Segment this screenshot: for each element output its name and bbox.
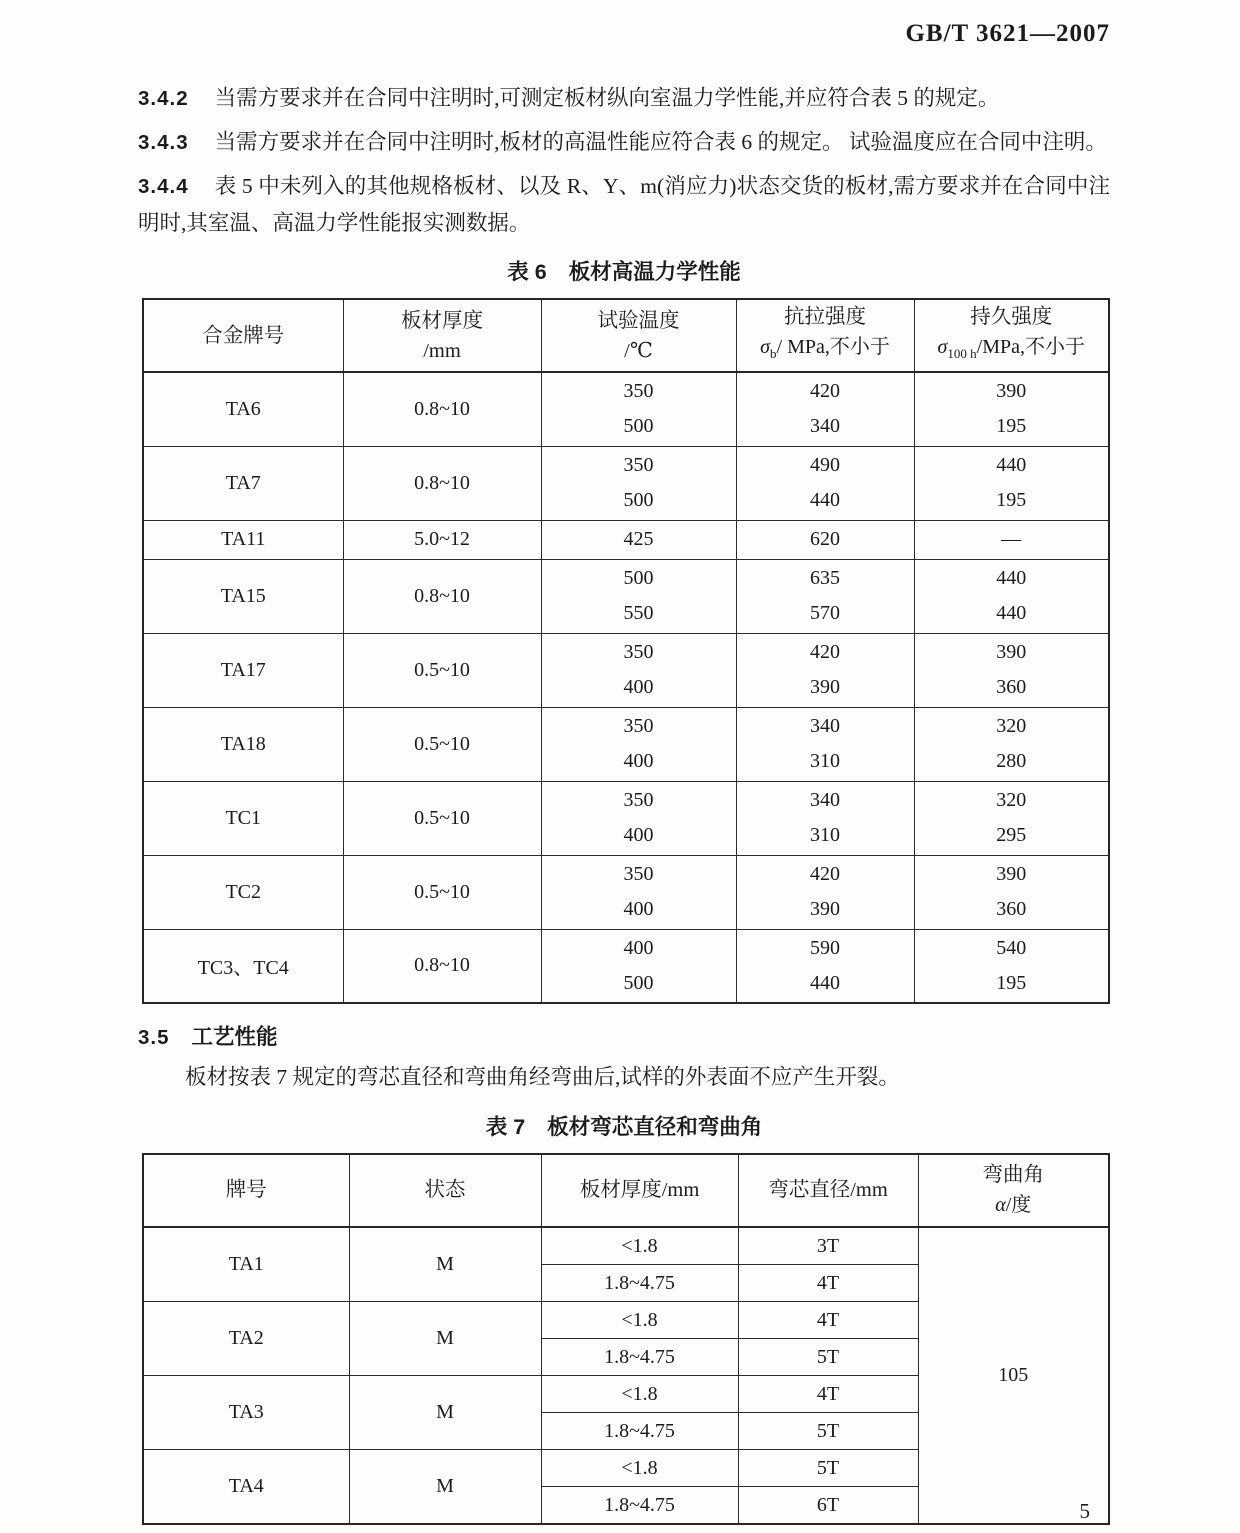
alloy-grade-cell: TC1: [143, 781, 343, 855]
clause-text: 当需方要求并在合同中注明时,可测定板材纵向室温力学性能,并应符合表 5 的规定。: [214, 86, 1000, 110]
temperature-cell: 350 500: [541, 372, 736, 446]
table6-caption: 板材高温力学性能: [568, 260, 741, 285]
grade-cell: TA3: [143, 1375, 349, 1449]
table-row-ta11: [143, 520, 1109, 559]
table-row-tc2: [143, 855, 1109, 929]
diameter-cell: 4T: [738, 1264, 918, 1301]
endurance-cell: —: [914, 520, 1109, 559]
endurance-cell: 320 295: [914, 781, 1109, 855]
clause-3-4-3: [138, 124, 1110, 161]
table-row-tc3-tc4: [143, 929, 1109, 1003]
endurance-cell: 390 360: [914, 633, 1109, 707]
standard-number-header: GB/T 3621—2007: [905, 20, 1110, 47]
thickness-cell: 0.8~10: [343, 446, 541, 520]
table7-header-row: [143, 1154, 1109, 1227]
thickness-cell: 1.8~4.75: [541, 1412, 738, 1449]
temperature-cell: 350 500: [541, 446, 736, 520]
thickness-cell: 0.5~10: [343, 633, 541, 707]
tensile-cell: 420 340: [736, 372, 914, 446]
thickness-cell: <1.8: [541, 1227, 738, 1265]
table7-bend-test: [142, 1153, 1110, 1525]
diameter-cell: 6T: [738, 1486, 918, 1524]
tensile-cell: 340 310: [736, 707, 914, 781]
clause-number: 3.4.2: [138, 87, 189, 110]
diameter-cell: 3T: [738, 1227, 918, 1265]
col-test-temperature: 试验温度 /℃: [541, 299, 736, 372]
tensile-cell: 340 310: [736, 781, 914, 855]
alloy-grade-cell: TA11: [143, 520, 343, 559]
col-bend-angle: 弯曲角 α/度: [918, 1154, 1109, 1227]
endurance-cell: 390 195: [914, 372, 1109, 446]
temperature-cell: 425: [541, 520, 736, 559]
table6-high-temp-properties: [142, 298, 1110, 1004]
section-title: 工艺性能: [191, 1025, 278, 1050]
thickness-cell: 1.8~4.75: [541, 1264, 738, 1301]
thickness-cell: 0.8~10: [343, 929, 541, 1003]
thickness-cell: <1.8: [541, 1375, 738, 1412]
state-cell: M: [349, 1227, 541, 1302]
col-state: 状态: [349, 1154, 541, 1227]
table-row-ta15: [143, 559, 1109, 633]
table-row-ta7: [143, 446, 1109, 520]
thickness-cell: 1.8~4.75: [541, 1486, 738, 1524]
temperature-cell: 400 500: [541, 929, 736, 1003]
table-row-ta6: [143, 372, 1109, 446]
clause-3-4-2: [138, 80, 1110, 117]
col-bend-diameter: 弯芯直径/mm: [738, 1154, 918, 1227]
tensile-cell: 420 390: [736, 855, 914, 929]
table6-header-row: [143, 299, 1109, 372]
alloy-grade-cell: TC2: [143, 855, 343, 929]
thickness-cell: <1.8: [541, 1449, 738, 1486]
state-cell: M: [349, 1449, 541, 1524]
tensile-cell: 620: [736, 520, 914, 559]
endurance-cell: 440 195: [914, 446, 1109, 520]
diameter-cell: 4T: [738, 1375, 918, 1412]
diameter-cell: 5T: [738, 1412, 918, 1449]
bend-angle-cell: 105: [918, 1227, 1109, 1524]
table-row-ta17: [143, 633, 1109, 707]
table-row-tc1: [143, 781, 1109, 855]
table6-title: [138, 255, 1110, 286]
table-row-ta1-a: [143, 1227, 1109, 1265]
clause-text: 当需方要求并在合同中注明时,板材的高温性能应符合表 6 的规定。 试验温度应在合同中注明。: [214, 129, 1107, 154]
tensile-cell: 490 440: [736, 446, 914, 520]
alloy-grade-cell: TA6: [143, 372, 343, 446]
clause-number: 3.4.3: [138, 130, 189, 154]
clause-text: 表 5 中未列入的其他规格板材、以及 R、Y、m(消应力)状态交货的板材,需方要求并在合同中注明时,其室温、高温力学性能报实测数据。: [138, 173, 1110, 235]
angle-symbol: α/度: [995, 1194, 1032, 1217]
endurance-cell: 320 280: [914, 707, 1109, 781]
temperature-cell: 350 400: [541, 707, 736, 781]
temperature-cell: 500 550: [541, 559, 736, 633]
table7-title: [138, 1110, 1110, 1141]
table-row-ta18: [143, 707, 1109, 781]
table7-label: 表 7: [485, 1114, 526, 1139]
thickness-cell: 0.8~10: [343, 559, 541, 633]
thickness-cell: <1.8: [541, 1301, 738, 1338]
tensile-cell: 590 440: [736, 929, 914, 1003]
endurance-cell: 390 360: [914, 855, 1109, 929]
thickness-cell: 0.8~10: [343, 372, 541, 446]
table7-caption: 板材弯芯直径和弯曲角: [547, 1114, 763, 1139]
temperature-cell: 350 400: [541, 781, 736, 855]
thickness-cell: 0.5~10: [343, 855, 541, 929]
alloy-grade-cell: TA17: [143, 633, 343, 707]
alloy-grade-cell: TA7: [143, 446, 343, 520]
state-cell: M: [349, 1301, 541, 1375]
clause-3-5-body: 板材按表 7 规定的弯芯直径和弯曲角经弯曲后,试样的外表面不应产生开裂。: [185, 1065, 900, 1090]
tensile-symbol: $\sigma_b/$ MPa,不小于: [760, 336, 890, 362]
grade-cell: TA2: [143, 1301, 349, 1375]
col-thickness: 板材厚度/mm: [541, 1154, 738, 1227]
section-3-5-heading: [138, 1020, 1110, 1051]
grade-cell: TA4: [143, 1449, 349, 1524]
diameter-cell: 4T: [738, 1301, 918, 1338]
state-cell: M: [349, 1375, 541, 1449]
col-endurance-strength: 持久强度 $\sigma_{100 h}$/MPa,不小于: [914, 299, 1109, 372]
clause-number: 3.5: [138, 1026, 170, 1050]
col-tensile-strength: 抗拉强度 $\sigma_b/$ MPa,不小于: [736, 299, 914, 372]
diameter-cell: 5T: [738, 1338, 918, 1375]
thickness-cell: 0.5~10: [343, 781, 541, 855]
col-alloy-grade: 合金牌号: [143, 299, 343, 372]
clause-number: 3.4.4: [138, 174, 189, 198]
endurance-cell: 440 440: [914, 559, 1109, 633]
thickness-cell: 1.8~4.75: [541, 1338, 738, 1375]
table6-label: 表 6: [507, 260, 547, 285]
thickness-cell: 0.5~10: [343, 707, 541, 781]
diameter-cell: 5T: [738, 1449, 918, 1486]
endurance-cell: 540 195: [914, 929, 1109, 1003]
alloy-grade-cell: TC3、TC4: [143, 929, 343, 1003]
grade-cell: TA1: [143, 1227, 349, 1302]
col-grade: 牌号: [143, 1154, 349, 1227]
alloy-grade-cell: TA15: [143, 559, 343, 633]
thickness-cell: 5.0~12: [343, 520, 541, 559]
tensile-cell: 420 390: [736, 633, 914, 707]
temperature-cell: 350 400: [541, 855, 736, 929]
temperature-cell: 350 400: [541, 633, 736, 707]
col-thickness: 板材厚度 /mm: [343, 299, 541, 372]
clause-3-4-4: [138, 168, 1110, 241]
page-number: 5: [1079, 1499, 1090, 1523]
endurance-symbol: $\sigma_{100 h}$/MPa,不小于: [937, 336, 1085, 362]
tensile-cell: 635 570: [736, 559, 914, 633]
alloy-grade-cell: TA18: [143, 707, 343, 781]
